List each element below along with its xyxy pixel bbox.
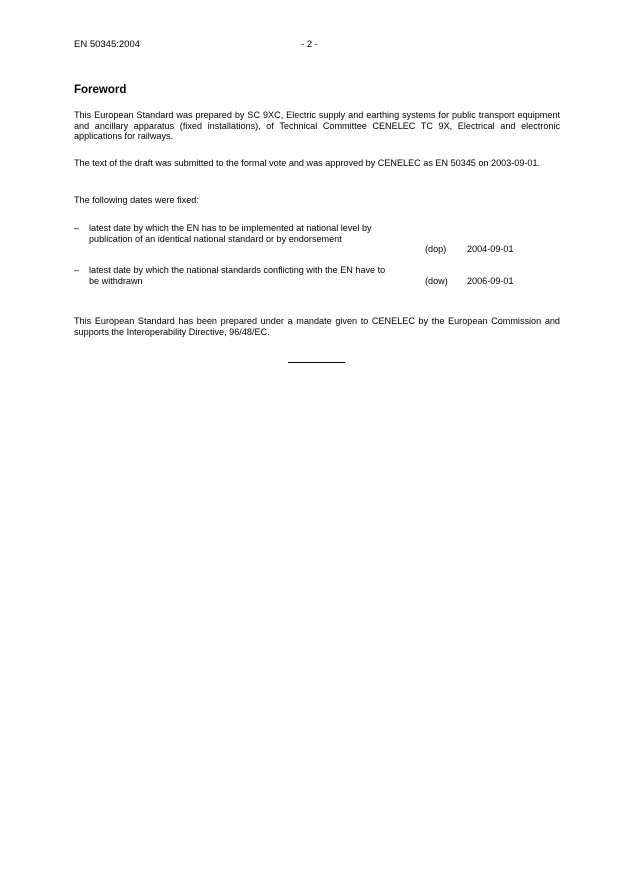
date-item-dow xyxy=(74,265,560,287)
date-item-dop xyxy=(74,223,560,255)
document-id: EN 50345:2004 xyxy=(74,39,141,50)
list-dash: – xyxy=(74,223,80,233)
date-abbreviation: (dop) xyxy=(425,244,447,255)
date-value: 2006-09-01 xyxy=(467,276,514,287)
foreword-paragraph-2: The text of the draft was submitted to the formal vote and was approved by CENELEC as EN 50345 on 2003-09-01. xyxy=(74,158,541,168)
foreword-paragraph-3: The following dates were fixed: xyxy=(74,195,199,205)
date-description: latest date by which the EN has to be implemented at national level by publication of an identical national standard or by endorsement xyxy=(89,223,372,244)
end-divider xyxy=(288,362,345,363)
list-dash: – xyxy=(74,265,80,275)
page-title: Foreword xyxy=(74,84,127,96)
foreword-paragraph-4: This European Standard has been prepared under a mandate given to CENELEC by the European Commission and supports the Interoperability Directive, 96/48/EC. xyxy=(74,316,560,337)
page-number: - 2 - xyxy=(301,39,318,50)
date-value: 2004-09-01 xyxy=(467,244,514,255)
foreword-paragraph-1: This European Standard was prepared by SC 9XC, Electric supply and earthing systems for public transport equipment and ancillary apparatus (fixed installations), of Technical Committee CENELEC TC 9X, Electrical and electronic applications for railways. xyxy=(74,110,560,142)
date-description: latest date by which the national standards conflicting with the EN have to be withdrawn xyxy=(89,265,386,286)
date-abbreviation: (dow) xyxy=(425,276,448,287)
